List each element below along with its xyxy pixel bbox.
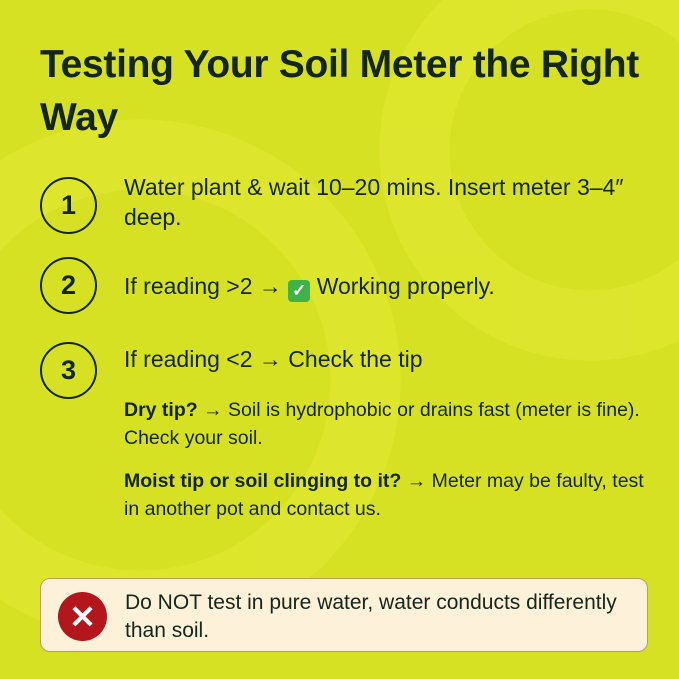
tip-dry — [124, 396, 654, 452]
warning-text: Do NOT test in pure water, water conducts differently than soil. — [125, 591, 617, 642]
error-x-icon: ✕ — [58, 592, 107, 641]
check-icon: ✓ — [288, 280, 310, 302]
step-2-text-after: Working properly. — [316, 273, 495, 299]
step-2-text — [124, 271, 644, 302]
step-number-3: 3 — [40, 342, 97, 399]
warning-box — [40, 578, 648, 652]
tip-dry-text: → Soil is hydrophobic or drains fast (meter is fine). Check your soil. — [124, 399, 640, 449]
step-number-2: 2 — [40, 257, 97, 314]
tip-moist — [124, 467, 654, 523]
step-1-text: Water plant & wait 10–20 mins. Insert meter 3–4″ deep. — [124, 174, 624, 230]
tip-dry-label: Dry tip? — [124, 399, 198, 421]
step-2-text-before: If reading >2 → — [124, 273, 282, 299]
page-title: Testing Your Soil Meter the Right Way — [40, 43, 639, 139]
step-number-1: 1 — [40, 177, 97, 234]
step-3-text: If reading <2 → Check the tip — [124, 346, 423, 372]
tip-moist-text: → Meter may be faulty, test in another pot and contact us. — [124, 470, 644, 520]
tip-moist-label: Moist tip or soil clinging to it? — [124, 470, 402, 492]
